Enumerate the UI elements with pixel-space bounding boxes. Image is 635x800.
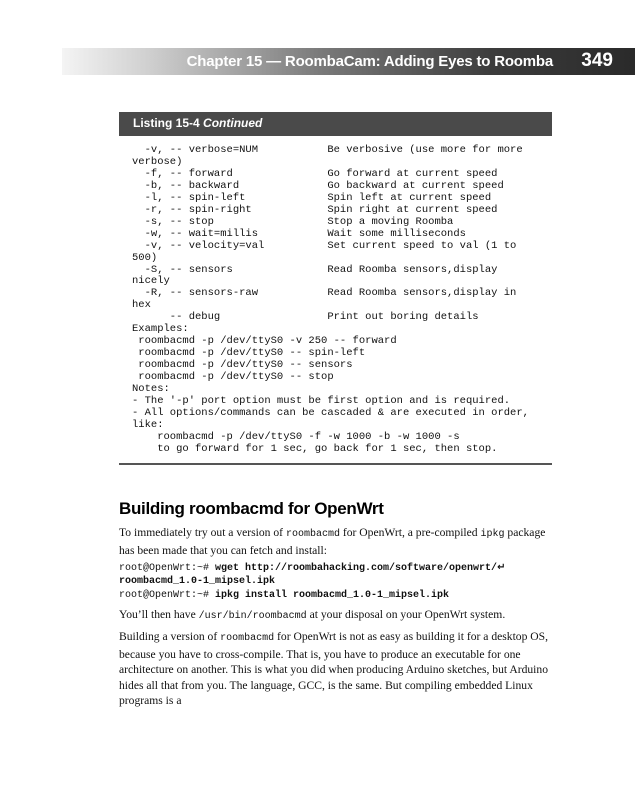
- code-line: hex: [132, 299, 151, 312]
- line-continuation-icon: ↵: [497, 562, 506, 573]
- listing-number: Listing 15-4: [133, 116, 200, 130]
- code-line: like:: [132, 418, 164, 431]
- build-text-1: Building a version of: [119, 630, 221, 643]
- code-line: -w, -- wait=millis Wait some milliseconds: [132, 227, 466, 240]
- code-line: -r, -- spin-right Spin right at current speed: [132, 203, 498, 216]
- code-line: -b, -- backward Go backward at current speed: [132, 179, 504, 192]
- chapter-title: Chapter 15 — RoombaCam: Adding Eyes to Roomba: [186, 53, 553, 70]
- code-line: -v, -- velocity=val Set current speed to val (1 to: [132, 239, 517, 252]
- page-number: 349: [581, 50, 613, 71]
- code-line: roombacmd -p /dev/ttyS0 -- stop: [132, 371, 334, 384]
- code-line: -f, -- forward Go forward at current speed: [132, 167, 498, 180]
- code-line: -s, -- stop Stop a moving Roomba: [132, 215, 454, 228]
- code-line: 500): [132, 251, 158, 264]
- after-install-paragraph: [119, 607, 551, 625]
- command-text: ipkg install roombacmd_1.0-1_mipsel.ipk: [215, 589, 450, 601]
- section-heading: Building roombacmd for OpenWrt: [119, 499, 384, 518]
- listing-continued-label: Continued: [203, 116, 263, 130]
- code-line: roombacmd -p /dev/ttyS0 -- sensors: [132, 359, 353, 372]
- command-text: roombacmd_1.0-1_mipsel.ipk: [119, 576, 276, 588]
- intro-paragraph: [119, 525, 551, 558]
- code-line: -l, -- spin-left Spin left at current speed: [132, 191, 492, 204]
- after-code-path: /usr/bin/roombacmd: [198, 611, 307, 622]
- build-text-2: for OpenWrt is not as easy as building it for a desktop OS, because you have to cross-compile. That is, you have to produce an executable for one architecture on another. This is what you did when producing Arduino sketches, but Arduino hides all that from you. The language, GCC, is the same. But compiling embedded Linux programs is a: [119, 630, 549, 707]
- command-text: wget http://roombahacking.com/software/openwrt/: [215, 563, 498, 574]
- code-line: -- debug Print out boring details: [132, 311, 479, 324]
- build-paragraph: [119, 629, 551, 709]
- code-line: roombacmd -p /dev/ttyS0 -f -w 1000 -b -w 1000 -s: [132, 430, 460, 443]
- code-line: - All options/commands can be cascaded & are executed in order,: [132, 406, 529, 419]
- code-line: Notes:: [132, 383, 170, 396]
- after-text-1: You’ll then have: [119, 608, 199, 621]
- build-code-roombacmd: roombacmd: [220, 633, 275, 644]
- install-commands: [119, 561, 505, 602]
- code-listing: [132, 145, 552, 456]
- code-line: roombacmd -p /dev/ttyS0 -v 250 -- forward: [132, 335, 397, 348]
- code-line: to go forward for 1 sec, go back for 1 sec, then stop.: [132, 442, 498, 455]
- code-line: -S, -- sensors Read Roomba sensors,display: [132, 263, 498, 276]
- intro-text-2: for OpenWrt, a pre-compiled: [339, 526, 481, 539]
- code-line: roombacmd -p /dev/ttyS0 -- spin-left: [132, 347, 366, 360]
- code-line: nicely: [132, 275, 170, 288]
- listing-title: [133, 116, 262, 130]
- command-prompt: root@OpenWrt:~#: [119, 589, 216, 601]
- code-line: verbose): [132, 155, 183, 168]
- code-line: Examples:: [132, 323, 189, 336]
- intro-text-3: package has been made that you can fetch and install:: [119, 526, 546, 557]
- after-text-2: at your disposal on your OpenWrt system.: [306, 608, 506, 621]
- intro-text-1: To immediately try out a version of: [119, 526, 286, 539]
- intro-code-roombacmd: roombacmd: [285, 529, 340, 540]
- code-line: -R, -- sensors-raw Read Roomba sensors,display in: [132, 287, 517, 300]
- intro-code-ipkg: ipkg: [480, 529, 505, 540]
- code-line: -v, -- verbose=NUM Be verbosive (use more for more: [132, 144, 523, 156]
- command-prompt: root@OpenWrt:~#: [119, 563, 216, 574]
- listing-bottom-rule: [119, 463, 552, 465]
- code-line: - The '-p' port option must be first option and is required.: [132, 395, 511, 408]
